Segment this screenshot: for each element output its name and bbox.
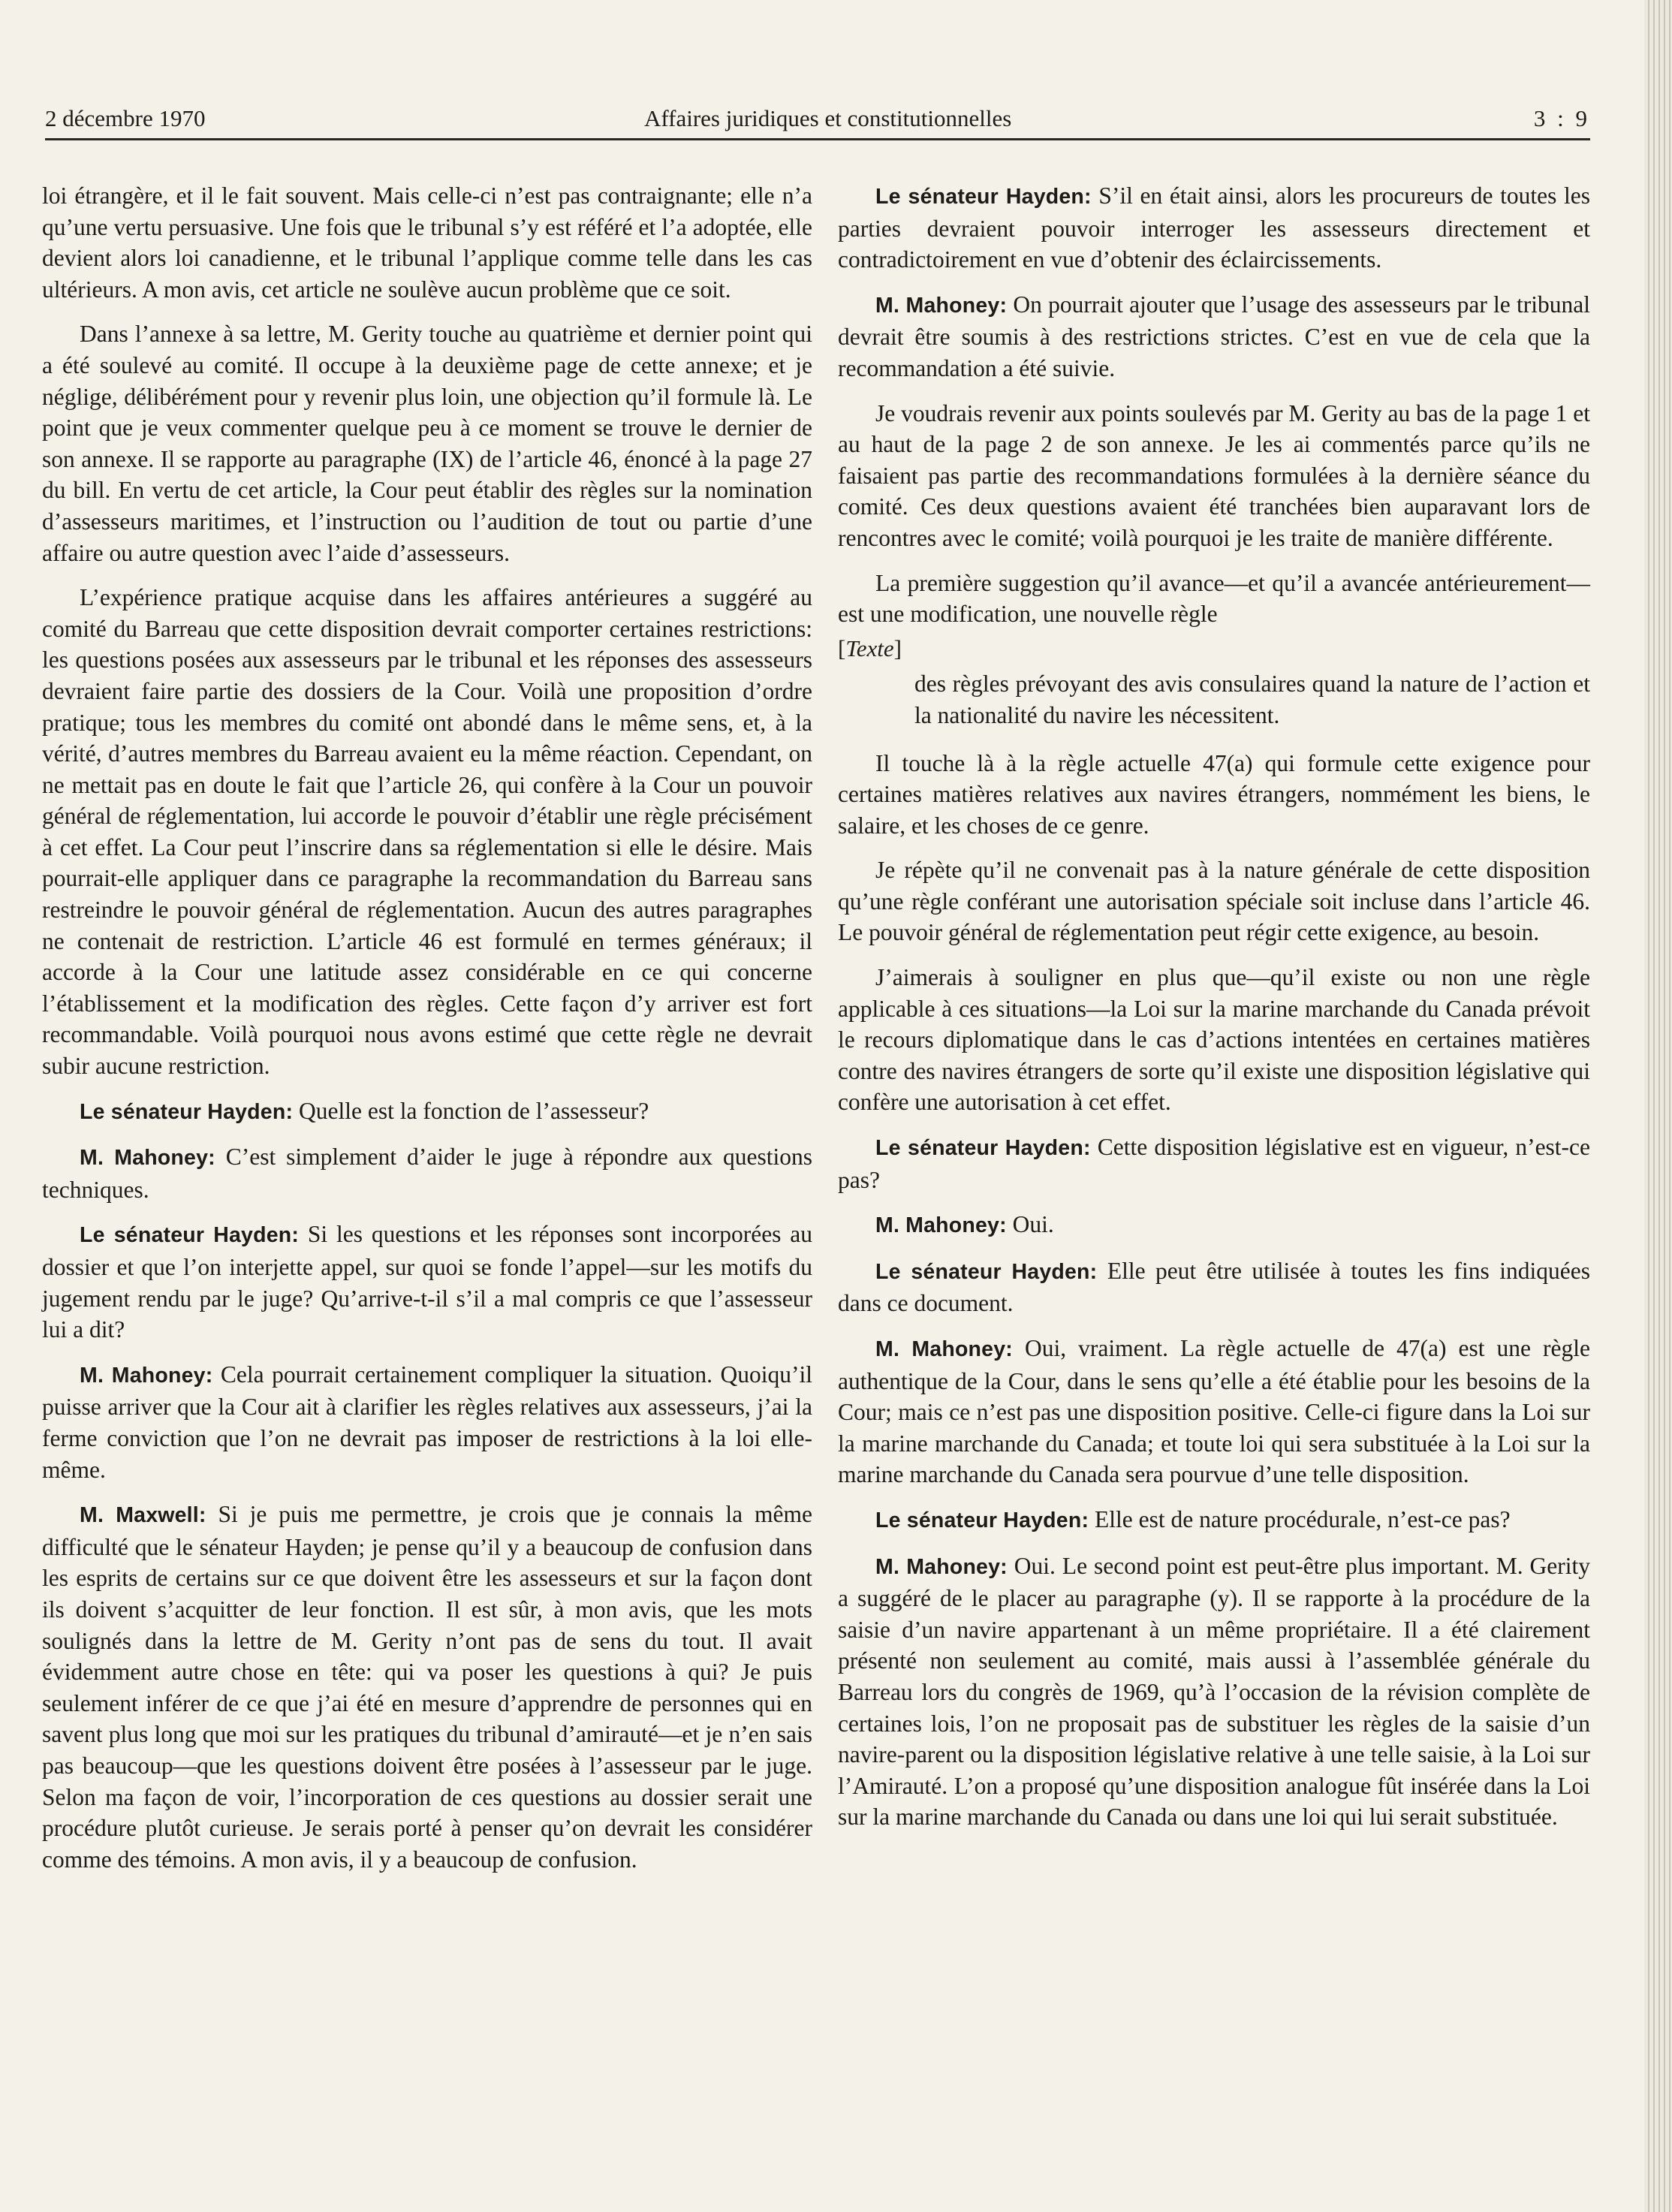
speech-text: Cette disposition législative est en vigueur, n’est-ce pas? [838,1134,1591,1193]
dialogue-entry [838,1504,1590,1537]
speaker-name: M. Mahoney: [80,1363,213,1388]
speech-text: Oui. Le second point est peut-être plus important. M. Gerity a suggéré de le placer au paragraphe (y). Il se rapporte à la procédure de la saisie d’un navire appartenant à un même propriétaire. Il a été clairement présenté non seulement au comité, mais aussi à l’assemblée générale du Barreau lors du congrès de 1969, qu’à l’occasion de la révision complète de certaines lois, l’on ne proposait pas de substituer les règles de la saisie d’un navire-parent ou la disposition législative relative à une telle saisie, à la Loi sur l’Amirauté. L’on a proposé qu’une disposition analogue fût insérée dans la Loi sur la marine marchande du Canada ou dans une loi qui lui serait substituée. [838,1552,1590,1831]
paragraph: Dans l’annexe à sa lettre, M. Gerity touche au quatrième et dernier point qui a été soulevé au comité. Il occupe à la deuxième page de cette annexe; et je néglige, délibérément pour y revenir plus loin, une objection qu’il formule là. Le point que je veux commenter quelque peu à ce moment se trouve le dernier de son annexe. Il se rapporte au paragraphe (IX) de l’article 46, énoncé à la page 27 du bill. En vertu de cet article, la Cour peut établir des règles sur la nomination d’assesseurs maritimes, et l’instruction ou l’audition de tout ou partie d’une affaire ou autre question avec l’aide d’assesseurs. [42,321,812,566]
right-column [838,180,1590,1846]
dialogue-entry [838,1551,1590,1833]
left-column [42,180,812,1888]
speech-text: C’est simplement d’aider le juge à répondre aux questions techniques. [42,1144,812,1203]
speaker-name: Le sénateur Hayden: [875,1136,1091,1161]
dialogue-entry [42,1141,812,1205]
dialogue-entry [838,180,1590,276]
speaker-name: Le sénateur Hayden: [875,1259,1098,1284]
speaker-name: M. Mahoney: [875,1213,1007,1238]
speech-text: Elle est de nature procédurale, n’est-ce pas? [1089,1505,1511,1532]
speech-text: Oui, vraiment. La règle actuelle de 47(a) est une règle authentique de la Cour, dans le sens qu’elle a été établie pour les besoins de la Cour; mais ce n’est pas une disposition positive. Celle-ci figure dans la Loi sur la marine marchande du Canada; et toute loi qui sera substituée à la Loi sur la marine marchande du Canada sera pourvue d’une telle disposition. [838,1335,1590,1488]
dialogue-entry [838,1255,1590,1319]
speech-text: Elle peut être utilisée à toutes les fins indiquées dans ce document. [838,1257,1590,1317]
paragraph: Je répète qu’il ne convenait pas à la nature générale de cette disposition qu’une règle conférant une autorisation spéciale soit incluse dans l’article 46. Le pouvoir général de réglementation peut régir cette exigence, au besoin. [838,857,1590,946]
speaker-name: M. Mahoney: [80,1146,215,1171]
speaker-name: Le sénateur Hayden: [80,1099,294,1124]
texte-label: Texte [845,634,894,661]
speaker-name: M. Mahoney: [875,1337,1013,1361]
dialogue-entry [838,1132,1590,1195]
header-title: Affaires juridiques et constitutionnelles [644,105,1012,131]
speaker-name: Le sénateur Hayden: [80,1223,300,1248]
speaker-name: M. Mahoney: [875,1554,1008,1579]
speech-text: Cela pourrait certainement compliquer la situation. Quoiqu’il puisse arriver que la Cour ait à clarifier les règles relatives aux assesseurs, j’ai la ferme conviction que l’on ne devrait pas imposer de restrictions à la loi elle-même. [42,1361,812,1483]
page-number: 3 : 9 [1533,105,1590,131]
speaker-name: M. Maxwell: [80,1503,206,1528]
paragraph: loi étrangère, et il le fait souvent. Mais celle-ci n’est pas contraignante; elle n’a qu’une vertu persuasive. Une fois que le tribunal s’y est référé et l’a adoptée, elle devient alors loi canadienne, et le tribunal l’applique comme telle dans les cas ultérieurs. A mon avis, cet article ne soulève aucun problème que ce soit. [42,182,812,303]
dialogue-entry [42,1499,812,1875]
speech-text: Quelle est la fonction de l’assesseur? [293,1097,649,1124]
paragraph: La première suggestion qu’il avance—et qu’il a avancée antérieurement—est une modification, une nouvelle règle [838,569,1590,628]
paragraph: L’expérience pratique acquise dans les affaires antérieures a suggéré au comité du Barreau que cette disposition devrait comporter certaines restrictions: les questions posées aux assesseurs par le tribunal et les réponses des assesseurs devraient faire partie des dossiers de la Cour. Voilà une proposition d’ordre pratique; tous les membres du comité ont abondé dans le même sens, et, à la vérité, d’autres membres du Barreau avaient eu la même réaction. Cependant, on ne mettait pas en doute le fait que l’article 26, qui confère à la Cour un pouvoir général de réglementation, lui accorde le pouvoir d’établir une règle précisément à cet effet. La Cour peut l’inscrire dans sa réglementation si elle le désire. Mais pourrait-elle appliquer dans ce paragraphe la recommandation du Barreau sans restreindre le pouvoir général de réglementation. Aucun des autres paragraphes ne contenait de restriction. L’article 46 est formulé en termes généraux; il accorde à la Cour une latitude assez considérable en ce qui concerne l’établissement et la modification des règles. Cette façon d’y arriver est fort recommandable. Voilà pourquoi nous avons estimé que cette règle ne devrait subir aucune restriction. [42,584,812,1080]
quoted-text: des règles prévoyant des avis consulaires quand la nature de l’action et la nationalité du navire les nécessitent. [914,671,1590,728]
dialogue-entry [838,1209,1590,1242]
dialogue-entry [42,1219,812,1345]
speaker-name: M. Mahoney: [875,293,1008,318]
dialogue-entry [42,1359,812,1485]
texte-marker: [Texte] [838,634,902,661]
dialogue-entry [42,1095,812,1129]
speaker-name: Le sénateur Hayden: [875,185,1092,209]
paragraph: Il touche là à la règle actuelle 47(a) qui formule cette exigence pour certaines matières relatives aux navires étrangers, nommément les biens, le salaire, et les choses de ce genre. [838,749,1590,839]
dialogue-entry [838,289,1590,384]
speech-text: Si les questions et les réponses sont incorporées au dossier et que l’on interjette appel, sur quoi se fonde l’appel—sur les motifs du jugement rendu par le juge? Qu’arrive-t-il s’il a mal compris ce que l’assesseur lui a dit? [42,1221,813,1343]
header-date: 2 décembre 1970 [45,105,206,131]
paragraph: J’aimerais à souligner en plus que—qu’il existe ou non une règle applicable à ces situations—la Loi sur la marine marchande du Canada prévoit le recours diplomatique dans le cas d’actions intentées en certaines matières contre des navires étrangers de sorte qu’il existe une disposition législative qui confère une autorisation à cet effet. [838,964,1590,1116]
paragraph: Je voudrais revenir aux points soulevés par M. Gerity au bas de la page 1 et au haut de la page 2 de son annexe. Je les ai commentés parce qu’ils ne faisaient pas partie des recommandations formulées à la dernière séance du comité. Ces deux questions avaient été tranchées bien auparavant lors de rencontres avec le comité; voilà pourquoi je les traite de manière différente. [838,399,1590,551]
speech-text: S’il en était ainsi, alors les procureurs de toutes les parties devraient pouvoir interroger les assesseurs directement et contradictoirement en vue d’obtenir des éclaircissements. [838,182,1591,273]
speaker-name: Le sénateur Hayden: [875,1508,1089,1532]
page-binding-edge [1644,0,1672,2212]
speech-text: On pourrait ajouter que l’usage des assesseurs par le tribunal devrait être soumis à des restrictions strictes. C’est en vue de cela que la recommandation a été suivie. [838,291,1590,381]
speech-text: Oui. [1006,1211,1054,1238]
dialogue-entry [838,1333,1590,1490]
speech-text: Si je puis me permettre, je crois que je connais la même difficulté que le sénateur Hayden; je pense qu’il y a beaucoup de confusion dans les esprits de certains sur ce que doivent être les assesseurs et sur la façon dont ils doivent s’acquitter de leur fonction. Il est sûr, à mon avis, que les mots soulignés dans la lettre de M. Gerity n’ont pas de sens du tout. Il avait évidemment autre chose en tête: qui va poser les questions à qui? Je puis seulement inférer de ce que j’ai été en mesure d’apprendre de personnes qui en savent plus long que moi sur les pratiques du tribunal d’amirauté—et je n’en sais pas beaucoup—que les questions doivent être posées à l’assesseur par le juge. Selon ma façon de voir, l’incorporation de ces questions au dossier serait une procédure plutôt curieuse. Je serais porté à penser qu’on devrait les considérer comme des témoins. A mon avis, il y a beaucoup de confusion. [42,1501,812,1873]
running-header [45,102,1590,140]
